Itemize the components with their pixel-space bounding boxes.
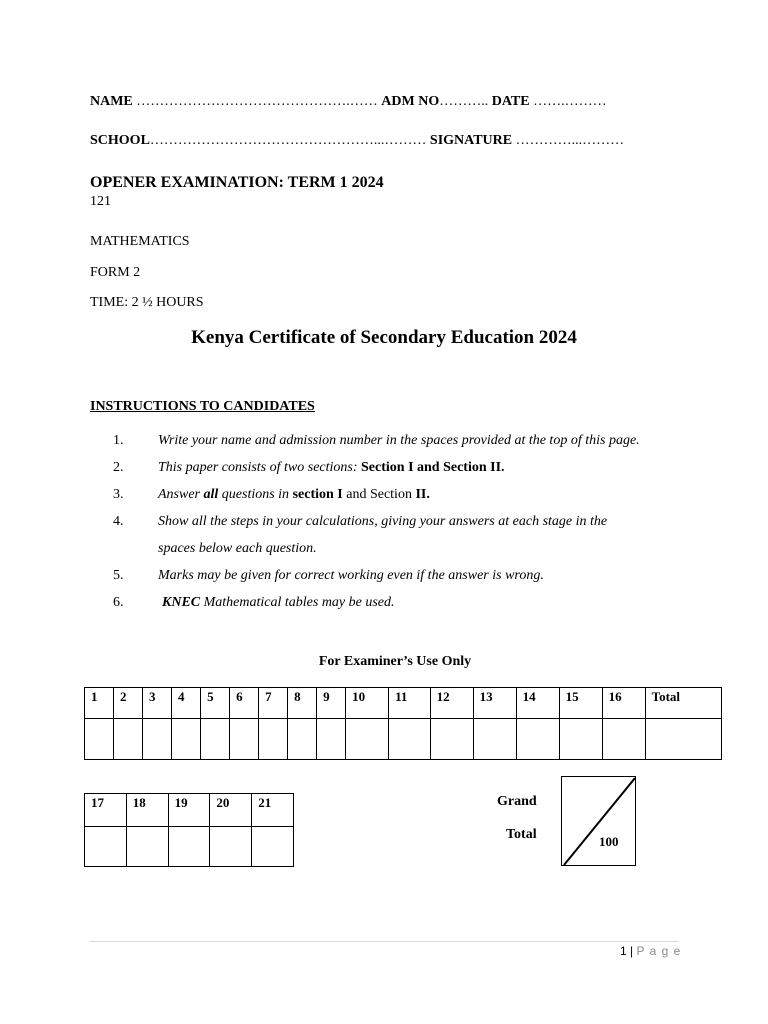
score-cell[interactable] xyxy=(288,719,317,760)
instruction-number: 6. xyxy=(113,595,124,610)
form-level: FORM 2 xyxy=(90,265,141,280)
question-number: 16 xyxy=(602,688,645,719)
instruction-text: spaces below each question. xyxy=(158,541,317,556)
grand-total-max: 100 xyxy=(599,834,619,849)
score-cell[interactable] xyxy=(85,719,114,760)
score-table-2 xyxy=(84,793,294,867)
instruction-text: Answer xyxy=(158,487,200,502)
instruction-text: Write your name and admission number in the spaces provided at the top of this page. xyxy=(158,433,640,448)
question-number: 19 xyxy=(168,794,210,827)
question-number: 4 xyxy=(172,688,201,719)
instruction-item xyxy=(0,487,768,507)
score-cell[interactable] xyxy=(201,719,230,760)
question-number: 12 xyxy=(430,688,473,719)
question-number: 5 xyxy=(201,688,230,719)
grand-label: Grand xyxy=(497,794,537,809)
instruction-bold: Section I and Section II. xyxy=(361,460,505,475)
name-line xyxy=(90,94,607,110)
name-field[interactable]: ……………………………………….…… xyxy=(136,94,378,109)
instructions-title: INSTRUCTIONS TO CANDIDATES xyxy=(90,399,315,414)
question-number: 1 xyxy=(85,688,114,719)
question-number: 9 xyxy=(317,688,346,719)
instruction-text: Show all the steps in your calculations, giving your answers at each stage in the xyxy=(158,514,608,529)
score-cell[interactable] xyxy=(473,719,516,760)
score-cell[interactable] xyxy=(143,719,172,760)
instruction-continuation xyxy=(0,541,768,561)
school-line xyxy=(90,133,624,149)
score-cell[interactable] xyxy=(85,827,127,867)
date-label: DATE xyxy=(491,94,530,109)
adm-field[interactable]: ……….. xyxy=(439,94,489,109)
question-number: 14 xyxy=(516,688,559,719)
score-cell[interactable] xyxy=(230,719,259,760)
score-cell[interactable] xyxy=(126,827,168,867)
signature-field[interactable]: …………...……… xyxy=(515,133,625,148)
instruction-emphasis: all xyxy=(203,487,219,502)
question-number: 3 xyxy=(143,688,172,719)
instruction-item xyxy=(0,433,768,453)
question-number: 15 xyxy=(559,688,602,719)
score-cell[interactable] xyxy=(559,719,602,760)
total-header: Total xyxy=(645,688,721,719)
instruction-text: Marks may be given for correct working even if the answer is wrong. xyxy=(158,568,544,583)
score-cell[interactable] xyxy=(389,719,430,760)
instruction-bold: section I xyxy=(292,487,343,502)
subject: MATHEMATICS xyxy=(90,234,190,249)
paper-code: 121 xyxy=(90,194,111,209)
score-cell[interactable] xyxy=(317,719,346,760)
instruction-number: 5. xyxy=(113,568,124,583)
instruction-item xyxy=(0,595,768,615)
score-cell[interactable] xyxy=(516,719,559,760)
question-number: 8 xyxy=(288,688,317,719)
score-cell[interactable] xyxy=(346,719,389,760)
score-entry-row xyxy=(85,827,294,867)
question-number: 20 xyxy=(210,794,252,827)
signature-label: SIGNATURE xyxy=(429,133,513,148)
question-number: 11 xyxy=(389,688,430,719)
instruction-number: 2. xyxy=(113,460,124,475)
instruction-number: 1. xyxy=(113,433,124,448)
instruction-text: and Section xyxy=(346,487,412,502)
instruction-item xyxy=(0,568,768,588)
instruction-item xyxy=(0,460,768,480)
school-field[interactable]: …………………………………………...……… xyxy=(149,133,427,148)
grand-total-box[interactable] xyxy=(561,776,636,866)
question-number: 17 xyxy=(85,794,127,827)
score-cell[interactable] xyxy=(430,719,473,760)
page-number: 1 xyxy=(620,944,627,958)
instruction-number: 3. xyxy=(113,487,124,502)
score-cell[interactable] xyxy=(259,719,288,760)
instruction-text: This paper consists of two sections: xyxy=(158,460,358,475)
score-cell[interactable] xyxy=(168,827,210,867)
score-header-row xyxy=(85,688,722,719)
certificate-heading: Kenya Certificate of Secondary Education 2024 xyxy=(191,327,577,348)
question-number: 18 xyxy=(126,794,168,827)
question-number: 6 xyxy=(230,688,259,719)
instruction-number: 4. xyxy=(113,514,124,529)
question-number: 7 xyxy=(259,688,288,719)
score-entry-row xyxy=(85,719,722,760)
page-word: P a g e xyxy=(636,944,682,958)
date-field[interactable]: …….……… xyxy=(533,94,607,109)
total-cell[interactable] xyxy=(645,719,721,760)
instruction-item xyxy=(0,514,768,534)
page-footer xyxy=(620,944,681,958)
score-cell[interactable] xyxy=(210,827,252,867)
footer-divider xyxy=(90,941,678,942)
score-cell[interactable] xyxy=(172,719,201,760)
score-cell[interactable] xyxy=(252,827,294,867)
score-table-1 xyxy=(84,687,722,760)
instruction-bold: KNEC xyxy=(162,595,201,610)
total-label: Total xyxy=(506,827,537,842)
score-header-row xyxy=(85,794,294,827)
score-cell[interactable] xyxy=(114,719,143,760)
instruction-text: Mathematical tables may be used. xyxy=(203,595,395,610)
instruction-bold: II. xyxy=(415,487,430,502)
page-separator: | xyxy=(630,944,634,958)
school-label: SCHOOL xyxy=(90,133,150,148)
time-allowed: TIME: 2 ½ HOURS xyxy=(90,295,204,310)
question-number: 2 xyxy=(114,688,143,719)
instruction-text: questions in xyxy=(221,487,290,502)
examiner-title: For Examiner’s Use Only xyxy=(318,654,472,669)
name-label: NAME xyxy=(90,94,133,109)
question-number: 10 xyxy=(346,688,389,719)
diagonal-line xyxy=(562,777,635,865)
score-cell[interactable] xyxy=(602,719,645,760)
exam-title: OPENER EXAMINATION: TERM 1 2024 xyxy=(90,174,384,191)
question-number: 21 xyxy=(252,794,294,827)
question-number: 13 xyxy=(473,688,516,719)
adm-label: ADM NO xyxy=(381,94,440,109)
